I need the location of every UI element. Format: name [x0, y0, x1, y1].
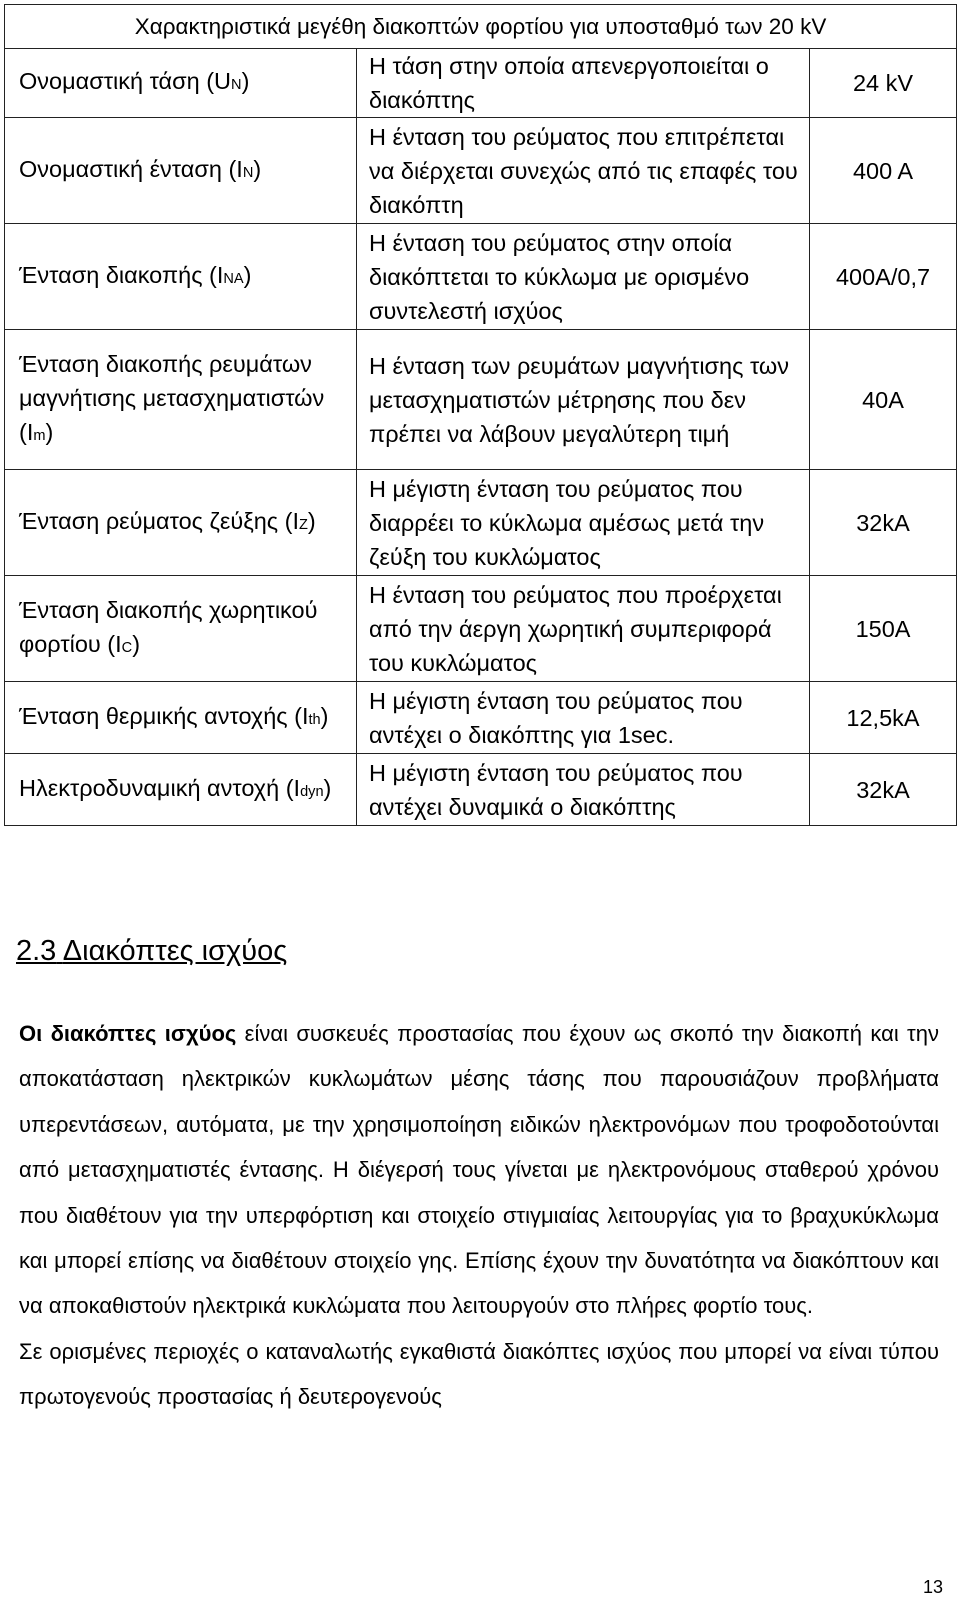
table-title: Χαρακτηριστικά μεγέθη διακοπτών φορτίου για υποσταθμό των 20 kV: [5, 5, 957, 49]
table-title-row: [5, 5, 957, 49]
paragraph-text: είναι συσκευές προστασίας που έχουν ως σκοπό την διακοπή και την αποκατάσταση ηλεκτρικών κυκλωμάτων μέσης τάσης που παρουσιάζουν προβλήματα υπερεντάσεων, αυτόματα, με την χρησιμοποίηση ειδικών ηλεκτρονόμων που τροφοδοτούνται από μετασχηματιστές έντασης. Η διέγερσή τους γίνεται με ηλεκτρονόμους σταθερού χρόνου που διαθέτουν για την υπερφόρτιση και στοιχείο στιγμιαίας λειτουργίας για το βραχυκύκλωμα και μπορεί επίσης να διαθέτουν στοιχείο γης. Επίσης έχουν την δυνατότητα να διακόπτουν και να αποκαθιστούν ηλεκτρικά κυκλώματα που λειτουργούν στο πλήρες φορτίο τους.: [19, 1021, 939, 1319]
param-cell: Ηλεκτροδυναμική αντοχή (Idyn): [5, 754, 357, 826]
paragraph-text: Σε ορισμένες περιοχές ο καταναλωτής εγκαθιστά διακόπτες ισχύος που μπορεί να είναι τύπου πρωτογενούς προστασίας ή δευτερογενούς: [19, 1338, 939, 1410]
section-heading: [16, 933, 287, 969]
description-cell: Η μέγιστη ένταση του ρεύματος που αντέχει ο διακόπτης για 1sec.: [357, 682, 810, 754]
param-cell: Ένταση διακοπής χωρητικού φορτίου (IC): [5, 576, 357, 682]
value-cell: 40A: [810, 330, 957, 470]
table-row: [5, 470, 957, 576]
paragraph: [19, 1329, 939, 1420]
section-title: Διακόπτες ισχύος: [62, 935, 288, 967]
value-cell: 12,5kA: [810, 682, 957, 754]
description-cell: Η ένταση του ρεύματος που προέρχεται από την άεργη χωρητική συμπεριφορά του κυκλώματος: [357, 576, 810, 682]
description-cell: Η μέγιστη ένταση του ρεύματος που διαρρέει το κύκλωμα αμέσως μετά την ζεύξη του κυκλώματος: [357, 470, 810, 576]
section-number: 2.3: [16, 935, 57, 967]
value-cell: 24 kV: [810, 49, 957, 118]
description-cell: Η ένταση του ρεύματος που επιτρέπεται να διέρχεται συνεχώς από τις επαφές του διακόπτη: [357, 118, 810, 224]
param-cell: Ένταση διακοπής ρευμάτων μαγνήτισης μετασχηματιστών (Im): [5, 330, 357, 470]
param-cell: Ένταση ρεύματος ζεύξης (IZ): [5, 470, 357, 576]
value-cell: 150A: [810, 576, 957, 682]
description-cell: Η ένταση του ρεύματος στην οποία διακόπτεται το κύκλωμα με ορισμένο συντελεστή ισχύος: [357, 224, 810, 330]
bold-term: Οι διακόπτες ισχύος: [19, 1021, 237, 1046]
body-text: [19, 1011, 939, 1420]
param-cell: Ονομαστική τάση (UN): [5, 49, 357, 118]
table-row: [5, 49, 957, 118]
param-cell: Ονομαστική ένταση (IN): [5, 118, 357, 224]
table-row: [5, 330, 957, 470]
description-cell: Η τάση στην οποία απενεργοποιείται ο διακόπτης: [357, 49, 810, 118]
paragraph: [19, 1011, 939, 1329]
table-row: [5, 576, 957, 682]
table-row: [5, 118, 957, 224]
table-row: [5, 224, 957, 330]
table-row: [5, 754, 957, 826]
value-cell: 32kA: [810, 470, 957, 576]
param-cell: Ένταση διακοπής (INA): [5, 224, 357, 330]
table-row: [5, 682, 957, 754]
description-cell: Η ένταση των ρευμάτων μαγνήτισης των μετασχηματιστών μέτρησης που δεν πρέπει να λάβουν μεγαλύτερη τιμή: [357, 330, 810, 470]
page-number: 13: [922, 1577, 943, 1597]
description-cell: Η μέγιστη ένταση του ρεύματος που αντέχει δυναμικά ο διακόπτης: [357, 754, 810, 826]
param-cell: Ένταση θερμικής αντοχής (Ith): [5, 682, 357, 754]
value-cell: 400 A: [810, 118, 957, 224]
switch-characteristics-table: [4, 4, 957, 826]
value-cell: 32kA: [810, 754, 957, 826]
value-cell: 400A/0,7: [810, 224, 957, 330]
